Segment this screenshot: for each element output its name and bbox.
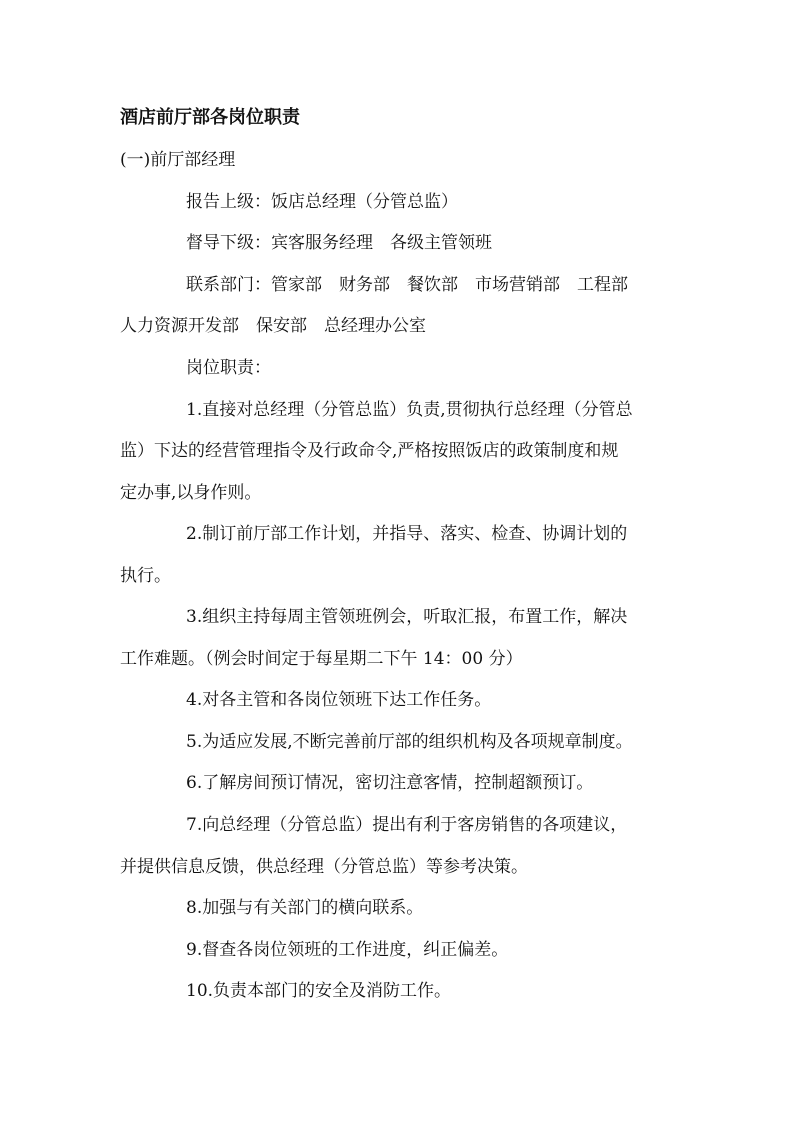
duty-8-line-1: 8.加强与有关部门的横向联系。	[186, 898, 424, 918]
document-title: 酒店前厅部各岗位职责	[120, 107, 300, 128]
duty-1-line-3: 定办事,以身作则。	[120, 483, 262, 503]
duty-1-line-2: 监）下达的经营管理指令及行政命令,严格按照饭店的政策制度和规	[120, 441, 619, 461]
duty-3-line-1: 3.组织主持每周主管领班例会，听取汇报，布置工作，解决	[186, 607, 628, 627]
duty-2-line-2: 执行。	[120, 566, 171, 586]
duty-7-line-1: 7.向总经理（分管总监）提出有利于客房销售的各项建议，	[186, 815, 628, 835]
report-to-line: 报告上级：饭店总经理（分管总监）	[186, 192, 458, 212]
duty-6-line-1: 6.了解房间预订情况，密切注意客情，控制超额预订。	[186, 773, 594, 793]
duty-4-line-1: 4.对各主管和各岗位领班下达工作任务。	[186, 690, 492, 710]
duties-heading: 岗位职责：	[186, 358, 271, 378]
duty-9-line-1: 9.督查各岗位领班的工作进度，纠正偏差。	[186, 940, 509, 960]
duty-3-line-2: 工作难题。（例会时间定于每星期二下午 14：00 分）	[120, 649, 523, 669]
duty-2-line-1: 2.制订前厅部工作计划，并指导、落实、检查、协调计划的	[186, 524, 628, 544]
duty-10-line-1: 10.负责本部门的安全及消防工作。	[186, 981, 452, 1001]
duty-5-line-1: 5.为适应发展,不断完善前厅部的组织机构及各项规章制度。	[186, 732, 633, 752]
section-heading: (一)前厅部经理	[120, 150, 236, 170]
supervise-line: 督导下级：宾客服务经理 各级主管领班	[186, 233, 492, 253]
contact-departments-line-1: 联系部门：管家部 财务部 餐饮部 市场营销部 工程部	[186, 275, 628, 295]
duty-7-line-2: 并提供信息反馈，供总经理（分管总监）等参考决策。	[120, 857, 528, 877]
contact-departments-line-2: 人力资源开发部 保安部 总经理办公室	[120, 316, 426, 336]
duty-1-line-1: 1.直接对总经理（分管总监）负责,贯彻执行总经理（分管总	[186, 400, 633, 420]
